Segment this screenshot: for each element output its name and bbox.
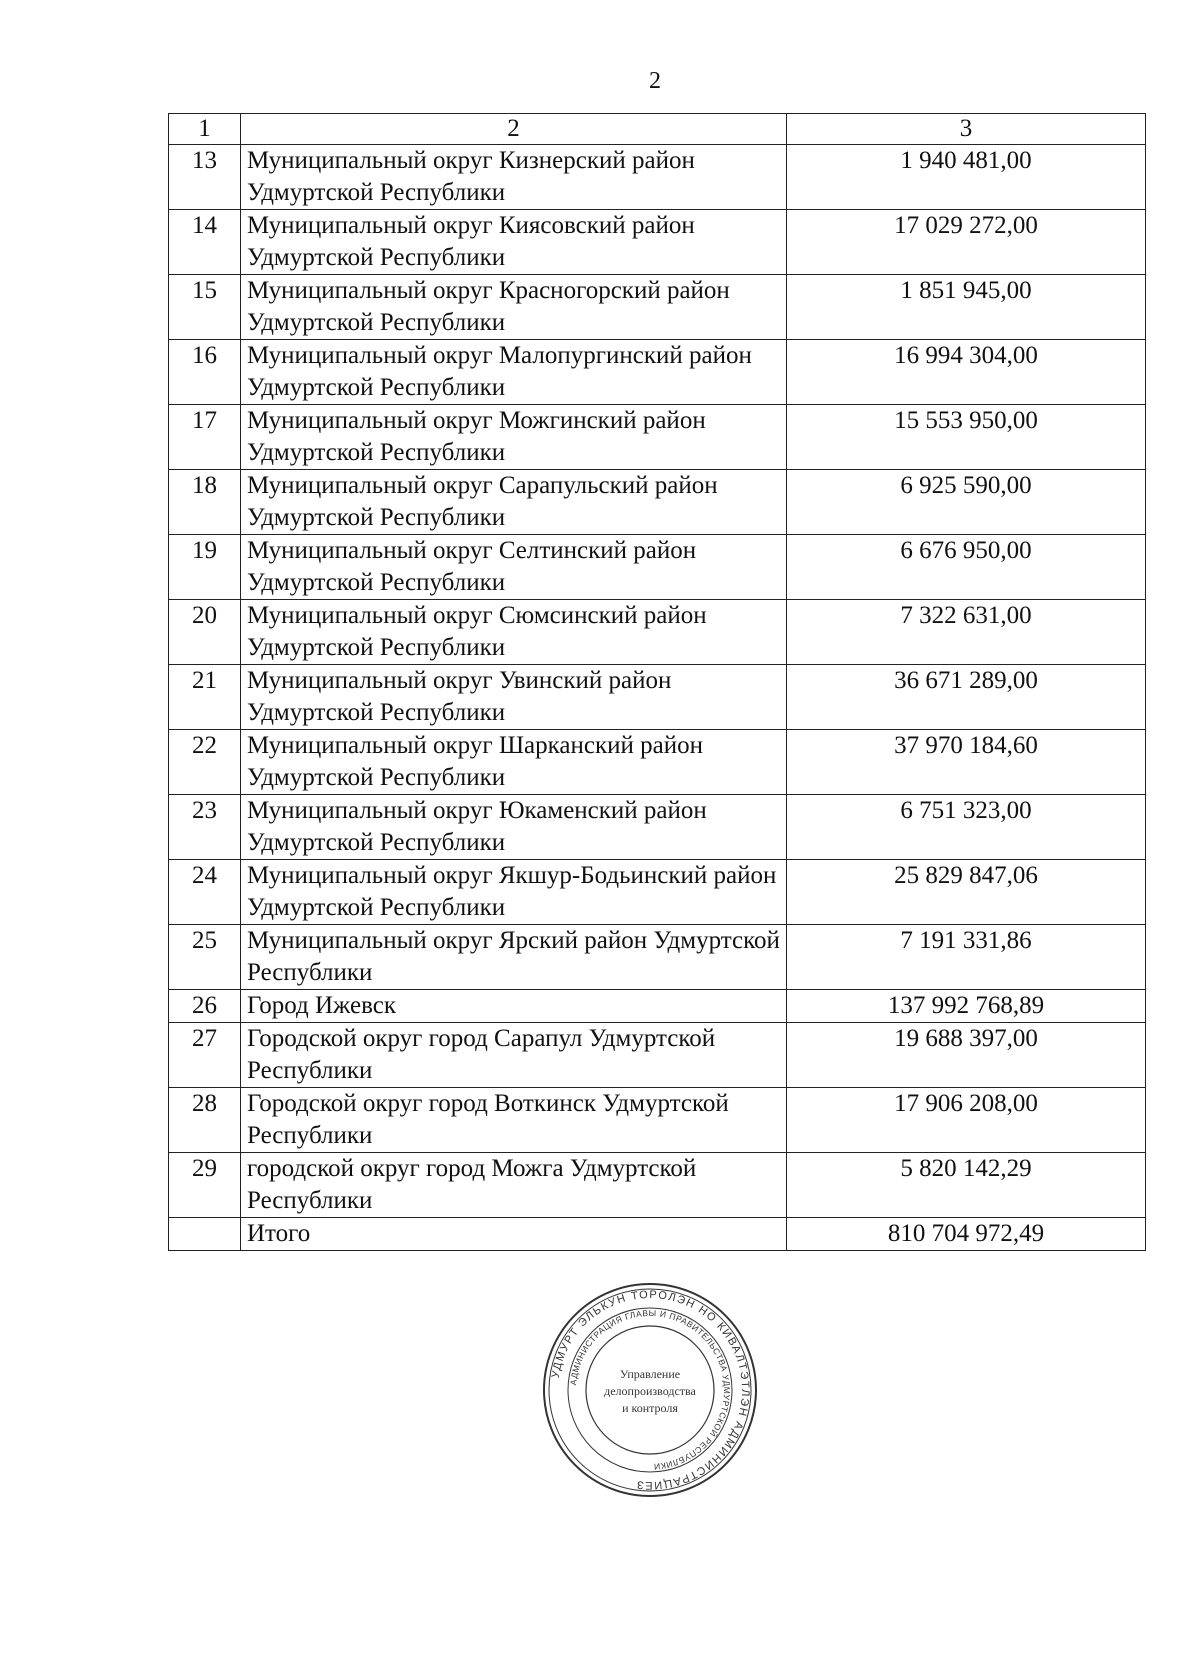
- table-row: [169, 535, 1146, 600]
- table-row: [169, 795, 1146, 860]
- total-label: Итого: [241, 1218, 787, 1251]
- row-number: 24: [169, 860, 241, 925]
- table-row: [169, 860, 1146, 925]
- municipality-name: Муниципальный округ Кизнерский район Удмуртской Республики: [241, 145, 787, 210]
- row-number: 26: [169, 990, 241, 1023]
- row-number: 21: [169, 665, 241, 730]
- municipality-name: Город Ижевск: [241, 990, 787, 1023]
- amount-value: 36 671 289,00: [787, 665, 1146, 730]
- municipality-name: Муниципальный округ Селтинский район Удмуртской Республики: [241, 535, 787, 600]
- municipality-name: Муниципальный округ Малопургинский район Удмуртской Республики: [241, 340, 787, 405]
- row-number: 16: [169, 340, 241, 405]
- amount-value: 17 029 272,00: [787, 210, 1146, 275]
- municipality-name: Городской округ город Сарапул Удмуртской Республики: [241, 1023, 787, 1088]
- municipality-name: Муниципальный округ Ярский район Удмуртской Республики: [241, 925, 787, 990]
- row-number: 14: [169, 210, 241, 275]
- svg-text:Управление: Управление: [619, 1367, 681, 1381]
- header-col-3: 3: [787, 114, 1146, 145]
- amount-value: 37 970 184,60: [787, 730, 1146, 795]
- amount-value: 137 992 768,89: [787, 990, 1146, 1023]
- table-row: [169, 210, 1146, 275]
- table-row: [169, 925, 1146, 990]
- svg-text:УДМУРТ ЭЛЬКУН ТОРОЛЭН НО КИВАЛ: УДМУРТ ЭЛЬКУН ТОРОЛЭН НО КИВАЛТЭТЛЭН АДМИНИСТРАЦИЕЗ: [549, 1288, 752, 1492]
- amount-value: 1 851 945,00: [787, 275, 1146, 340]
- header-col-2: 2: [241, 114, 787, 145]
- amount-value: 6 925 590,00: [787, 470, 1146, 535]
- table-row: [169, 275, 1146, 340]
- header-row: [169, 114, 1146, 145]
- municipality-name: Муниципальный округ Киясовский район Удмуртской Республики: [241, 210, 787, 275]
- table-row: [169, 1023, 1146, 1088]
- amount-value: 7 322 631,00: [787, 600, 1146, 665]
- amount-value: 15 553 950,00: [787, 405, 1146, 470]
- table-row: [169, 470, 1146, 535]
- municipality-name: Муниципальный округ Сюмсинский район Удмуртской Республики: [241, 600, 787, 665]
- amount-value: 6 676 950,00: [787, 535, 1146, 600]
- municipality-name: Городской округ город Воткинск Удмуртской Республики: [241, 1088, 787, 1153]
- official-stamp: [540, 1280, 760, 1500]
- municipality-name: Муниципальный округ Красногорский район Удмуртской Республики: [241, 275, 787, 340]
- row-number: 13: [169, 145, 241, 210]
- municipality-name: городской округ город Можга Удмуртской Республики: [241, 1153, 787, 1218]
- table-row: [169, 145, 1146, 210]
- row-number: 19: [169, 535, 241, 600]
- table-row: [169, 730, 1146, 795]
- row-number: 15: [169, 275, 241, 340]
- amount-value: 19 688 397,00: [787, 1023, 1146, 1088]
- row-number: 27: [169, 1023, 241, 1088]
- amount-value: 6 751 323,00: [787, 795, 1146, 860]
- row-number: 17: [169, 405, 241, 470]
- row-number: 22: [169, 730, 241, 795]
- amount-value: 5 820 142,29: [787, 1153, 1146, 1218]
- table-row: [169, 990, 1146, 1023]
- amount-value: 25 829 847,06: [787, 860, 1146, 925]
- table-row: [169, 1153, 1146, 1218]
- table-row: [169, 665, 1146, 730]
- row-number: 20: [169, 600, 241, 665]
- header-col-1: 1: [169, 114, 241, 145]
- row-number: 23: [169, 795, 241, 860]
- stamp-seal: [540, 1280, 760, 1500]
- row-number: 25: [169, 925, 241, 990]
- amount-value: 17 906 208,00: [787, 1088, 1146, 1153]
- svg-text:и контроля: и контроля: [622, 1401, 678, 1415]
- table-row: [169, 600, 1146, 665]
- amount-value: 7 191 331,86: [787, 925, 1146, 990]
- total-value: 810 704 972,49: [787, 1218, 1146, 1251]
- municipality-name: Муниципальный округ Шарканский район Удмуртской Республики: [241, 730, 787, 795]
- svg-text:АДМИНИСТРАЦИЯ ГЛАВЫ И ПРАВИТЕЛ: АДМИНИСТРАЦИЯ ГЛАВЫ И ПРАВИТЕЛЬСТВА УДМУРТСКОЙ РЕСПУБЛИКИ: [568, 1307, 733, 1472]
- table-row: [169, 340, 1146, 405]
- page-number: 2: [649, 68, 661, 94]
- table-row: [169, 405, 1146, 470]
- municipality-name: Муниципальный округ Сарапульский район Удмуртской Республики: [241, 470, 787, 535]
- municipality-name: Муниципальный округ Увинский район Удмуртской Республики: [241, 665, 787, 730]
- municipality-name: Муниципальный округ Юкаменский район Удмуртской Республики: [241, 795, 787, 860]
- allocation-table: [168, 113, 1146, 1251]
- total-number: [169, 1218, 241, 1251]
- row-number: 29: [169, 1153, 241, 1218]
- total-row: [169, 1218, 1146, 1251]
- svg-text:делопроизводства: делопроизводства: [604, 1384, 696, 1398]
- row-number: 28: [169, 1088, 241, 1153]
- row-number: 18: [169, 470, 241, 535]
- table-row: [169, 1088, 1146, 1153]
- amount-value: 1 940 481,00: [787, 145, 1146, 210]
- municipality-name: Муниципальный округ Якшур-Бодьинский район Удмуртской Республики: [241, 860, 787, 925]
- amount-value: 16 994 304,00: [787, 340, 1146, 405]
- municipality-name: Муниципальный округ Можгинский район Удмуртской Республики: [241, 405, 787, 470]
